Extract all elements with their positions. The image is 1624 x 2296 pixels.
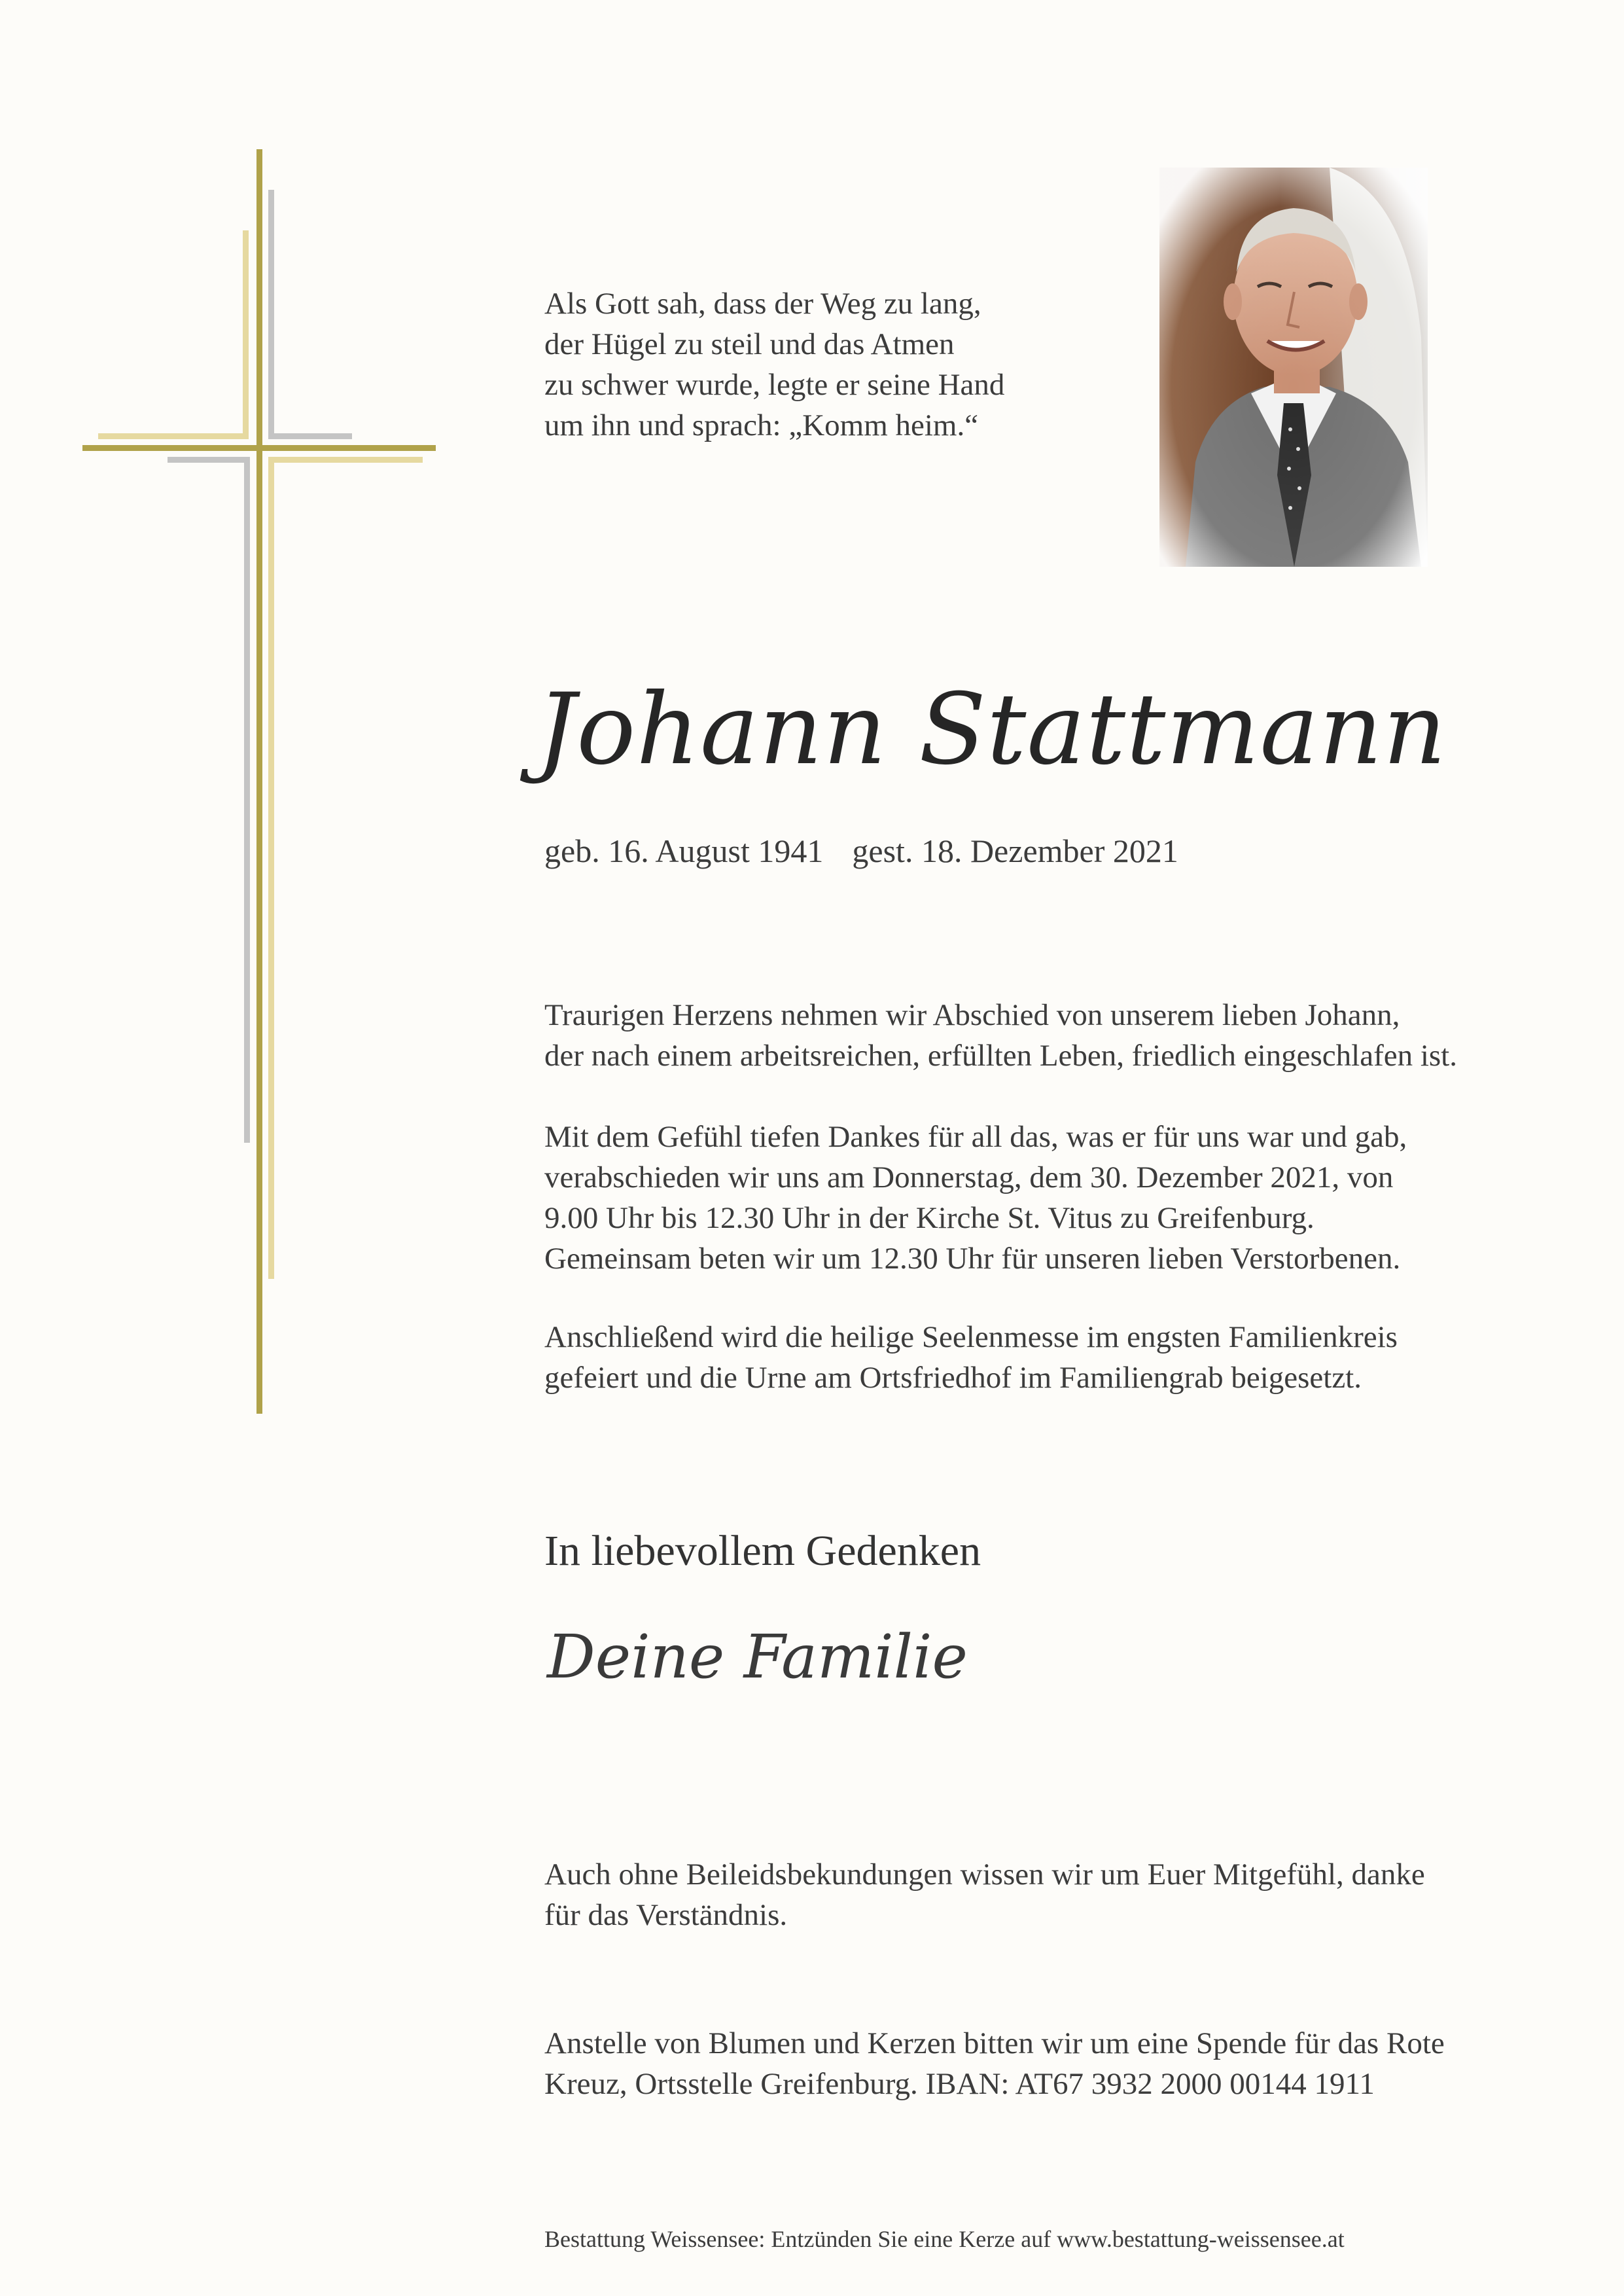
- paragraph-line: Anschließend wird die heilige Seelenmesse im engsten Familienkreis: [544, 1320, 1398, 1354]
- death-date: gest. 18. Dezember 2021: [852, 833, 1178, 869]
- portrait-photo: [1159, 168, 1428, 567]
- quote-line: Als Gott sah, dass der Weg zu lang,: [544, 287, 981, 321]
- paragraph-line: der nach einem arbeitsreichen, erfüllten Leben, friedlich eingeschlafen ist.: [544, 1039, 1457, 1073]
- paragraph-line: verabschieden wir uns am Donnerstag, dem 30. Dezember 2021, von: [544, 1160, 1394, 1194]
- paragraph-line: Kreuz, Ortsstelle Greifenburg. IBAN: AT67 3932 2000 00144 1911: [544, 2067, 1375, 2101]
- quote-line: zu schwer wurde, legte er seine Hand: [544, 368, 1005, 402]
- quote-line: der Hügel zu steil und das Atmen: [544, 327, 955, 361]
- quote-text: [544, 283, 1042, 446]
- donation-note: [544, 2023, 1487, 2104]
- burial-paragraph: [544, 1317, 1487, 1398]
- memorial-cross-icon: [0, 0, 458, 1440]
- paragraph-line: Auch ohne Beileidsbekundungen wissen wir um Euer Mitgefühl, danke: [544, 1857, 1425, 1892]
- paragraph-line: Mit dem Gefühl tiefen Dankes für all das, was er für uns war und gab,: [544, 1120, 1407, 1154]
- quote-line: um ihn und sprach: „Komm heim.“: [544, 408, 979, 442]
- condolence-note: [544, 1854, 1487, 1935]
- family-signature: Deine Familie: [547, 1622, 968, 1692]
- paragraph-line: gefeiert und die Urne am Ortsfriedhof im Familiengrab beigesetzt.: [544, 1361, 1362, 1395]
- memorial-phrase: In liebevollem Gedenken: [544, 1527, 981, 1575]
- farewell-paragraph: [544, 995, 1487, 1076]
- footer-text: Bestattung Weissensee: Entzünden Sie eine Kerze auf www.bestattung-weissensee.at: [544, 2226, 1345, 2252]
- paragraph-line: Anstelle von Blumen und Kerzen bitten wir um eine Spende für das Rote: [544, 2026, 1445, 2060]
- deceased-name: Johann Stattmann: [537, 673, 1447, 787]
- paragraph-line: 9.00 Uhr bis 12.30 Uhr in der Kirche St. Vitus zu Greifenburg.: [544, 1201, 1315, 1235]
- paragraph-line: für das Verständnis.: [544, 1898, 788, 1932]
- paragraph-line: Traurigen Herzens nehmen wir Abschied von unserem lieben Johann,: [544, 998, 1400, 1032]
- paragraph-line: Gemeinsam beten wir um 12.30 Uhr für unseren lieben Verstorbenen.: [544, 1242, 1401, 1276]
- service-paragraph: [544, 1117, 1487, 1279]
- birth-date: geb. 16. August 1941: [544, 833, 824, 869]
- life-dates: [544, 830, 1178, 872]
